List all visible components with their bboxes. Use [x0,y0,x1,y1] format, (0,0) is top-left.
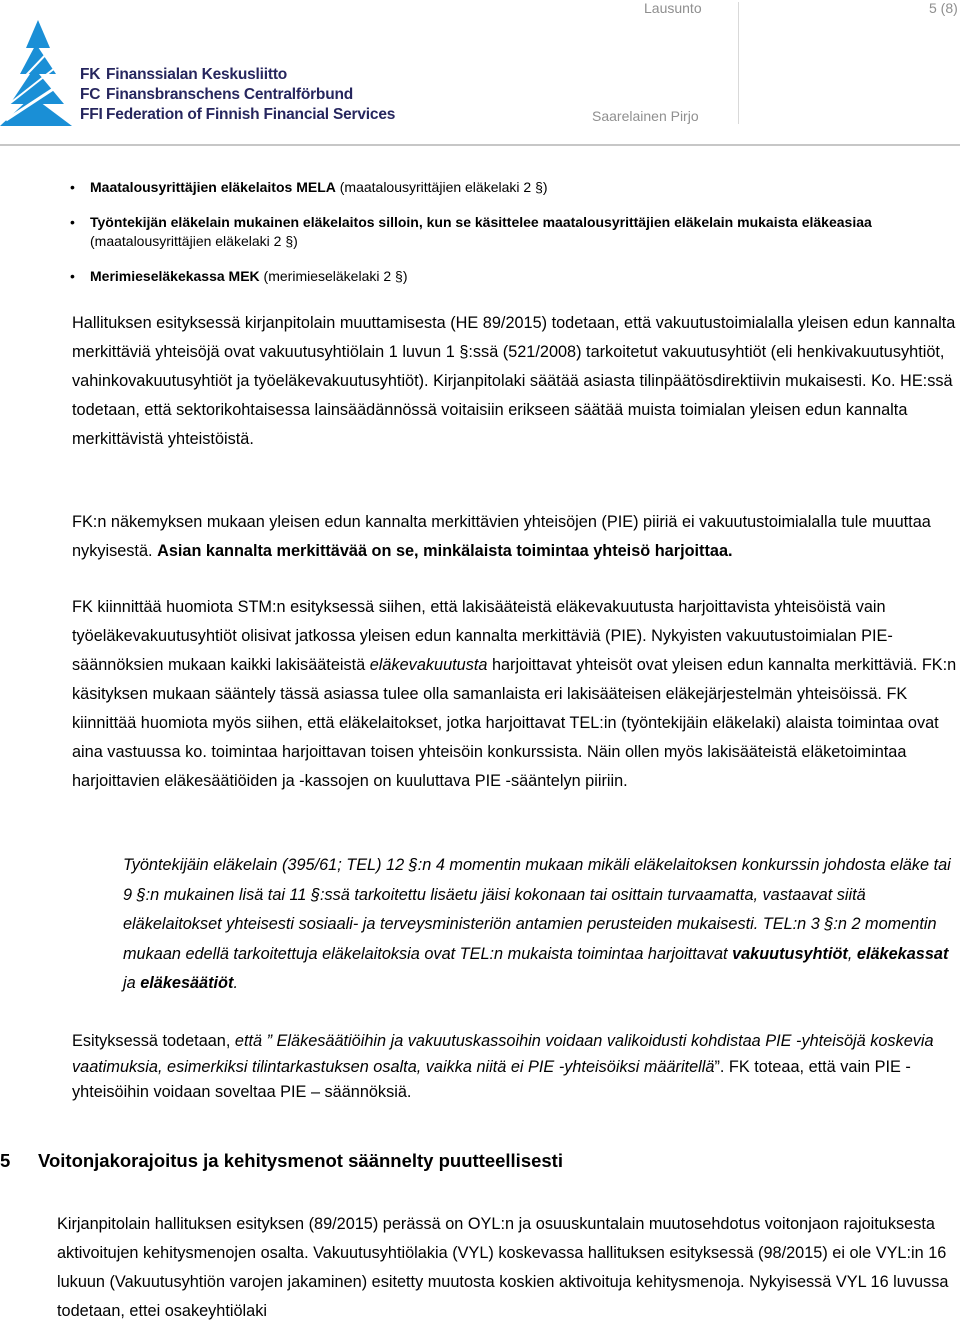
list-item: • Merimieseläkekassa MEK (merimieseläkelaki 2 §) [70,267,930,286]
paragraph-stm-proposal: FK kiinnittää huomiota STM:n esityksessä siihen, että lakisääteistä eläkevakuutusta harjoittavista yhteisöistä vain työeläkevakuutusyhtiöt olisivat jatkossa yleisen edun kannalta merkittäviä (PIE). Nykyisten vakuutustoimialan PIE- säännöksien mukaan kaikki lakisääteistä eläkevakuutusta harjoittavat yhteisöt ovat yleisen edun kannalta merkittäviä. FK:n käsityksen mukaan sääntely tässä asiassa tulee olla samanlaista eri lakisääteisen eläkejärjestelmän yhteisöissä. FK kiinnittää huomiota myös siihen, että eläkelaitokset, jotka harjoittavat TEL:in (työntekijäin eläkelaki) alaista toimintaa ovat aina vastuussa ko. toimintaa harjoittavan toisen yhteisöin konkurssista. Näin ollen myös lakisääteistä eläketoimintaa harjoittavien eläkesäätiöiden ja -kassojen on kuuluttava PIE -sääntelyn piiriin. [72,598,957,790]
header-divider [738,2,739,124]
fk-tree-logo-icon [0,18,80,128]
section-title: Voitonjakorajoitus ja kehitysmenot säännelty puutteellisesti [38,1150,563,1171]
quote-tel-12: Työntekijäin eläkelain (395/61; TEL) 12 §:n 4 momentin mukaan mikäli eläkelaitoksen konkurssin johdosta eläke tai 9 §:n mukainen lisä tai 11 §:ssä tarkoitettu lisäetu jäisi kokonaan tai osittain turvaamatta, vastaavat siitä eläkelaitokset yhteisesti sosiaali- ja terveysministeriön antamien perusteiden mukaisesti. TEL:n 3 §:n 2 momentin mukaan edellä tarkoitettuja eläkelaitoksia ovat TEL:n mukaista toimintaa harjoittavat vakuutusyhtiöt, eläkekassat ja eläkesäätiöt. [123,856,951,992]
logo-line-ffi: FFI Federation of Finnish Financial Services [80,106,396,123]
list-item: • Työntekijän eläkelain mukainen eläkelaitos silloin, kun se käsittelee maatalousyrittäjien eläkelain mukaista eläkeasiaa (maatalousyrittäjien eläkelaki 2 §) [70,213,930,251]
logo-line-fk: FK Finanssialan Keskusliitto [80,66,288,83]
author-name: Saarelainen Pirjo [592,108,699,124]
paragraph-pension-foundations: Esityksessä todetaan, että ” Eläkesäätiöihin ja vakuutuskassoihin voidaan valikoidusti kohdistaa PIE -yhteisöjä koskevia vaatimuksia, esimerkiksi tilintarkastuksen osalta, vaikka niitä ei PIE -yhteisöiksi määritellä”. FK toteaa, että vain PIE -yhteisöihin voidaan soveltaa PIE – säännöksiä. [72,1032,934,1101]
list-item: • Maatalousyrittäjien eläkelaitos MELA (maatalousyrittäjien eläkelaki 2 §) [70,178,930,197]
header-rule [0,144,960,146]
paragraph-he-89-2015: Hallituksen esityksessä kirjanpitolain muuttamisesta (HE 89/2015) todetaan, että vakuutustoimialalla yleisen edun kannalta merkittäviä yhteisöjä ovat vakuutusyhtiölain 1 luvun 1 §:ssä (521/2008) tarkoitetut vakuutusyhtiöt (eli henkivakuutusyhtiöt, vahinkovakuutusyhtiöt ja työeläkevakuutusyhtiöt). Kirjanpitolaki säätää asiasta tilinpäätösdirektiivin mukaisesti. Ko. HE:ssä todetaan, että sektorikohtaisessa lainsäädännössä voitaisiin erikseen säätää muista toimialan yleisen edun kannalta merkittävistä yhteistöistä. [72,314,956,448]
page-number: 5 (8) [929,0,958,16]
pension-institution-list [70,178,930,286]
paragraph-fk-view: FK:n näkemyksen mukaan yleisen edun kannalta merkittävien yhteisöjen (PIE) piiriä ei vakuutustoimialalla tule muuttaa nykyisestä. Asian kannalta merkittävää on se, minkälaista toimintaa yhteisö harjoittaa. [72,513,931,560]
section-number: 5 [0,1150,11,1171]
document-type-label: Lausunto [644,0,702,16]
logo-line-fc: FC Finansbranschens Centralförbund [80,86,353,103]
section-paragraph: Kirjanpitolain hallituksen esityksen (89/2015) perässä on OYL:n ja osuuskuntalain muutosehdotus voitonjaon rajoituksesta aktivoitujen kehitysmenojen osalta. Vakuutusyhtiölakia (VYL) koskevassa hallituksen esityksessä (98/2015) ei ole VYL:in 16 lukuun (Vakuutusyhtiön varojen jakaminen) esitetty muutosta koskien aktivoituja kehitysmenoja. Nykyisessä VYL 16 luvussa todetaan, ettei osakeyhtiölaki [57,1215,949,1320]
